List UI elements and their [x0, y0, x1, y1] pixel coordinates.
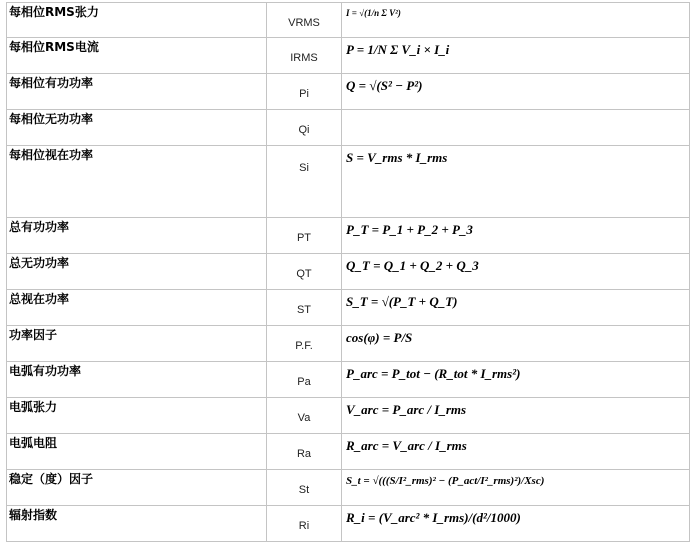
row-formula-cell	[342, 362, 690, 398]
table-row	[7, 290, 690, 326]
row-formula-cell	[342, 434, 690, 470]
row-formula-cell	[342, 218, 690, 254]
row-formula-cell	[342, 3, 690, 38]
table-row	[7, 110, 690, 146]
row-formula-cell	[342, 74, 690, 110]
quantity-formula: R_i = (V_arc² * I_rms)/(d²/1000)	[346, 510, 521, 525]
quantity-name: 总有功功率	[9, 220, 70, 234]
quantity-name: 每相位RMS张力	[9, 5, 99, 19]
quantity-symbol: Va	[297, 412, 311, 424]
row-symbol-cell	[267, 254, 342, 290]
quantity-name: 电弧张力	[9, 400, 58, 414]
row-name-cell	[7, 254, 267, 290]
quantity-formula: P_T = P_1 + P_2 + P_3	[346, 222, 473, 237]
quantity-formula: P_arc = P_tot − (R_tot * I_rms²)	[346, 366, 521, 381]
quantity-formula: cos(φ) = P/S	[346, 330, 413, 345]
row-name-cell	[7, 326, 267, 362]
row-symbol-cell	[267, 470, 342, 506]
row-name-cell	[7, 362, 267, 398]
quantity-name: 电弧有功功率	[9, 364, 82, 378]
quantity-formula: I = √(1/n Σ V²)	[346, 8, 401, 18]
row-formula-cell	[342, 146, 690, 218]
row-formula-cell	[342, 398, 690, 434]
quantity-symbol: PT	[296, 232, 312, 244]
row-symbol-cell	[267, 362, 342, 398]
quantity-formula: S = V_rms * I_rms	[346, 150, 448, 165]
row-symbol-cell	[267, 290, 342, 326]
quantity-symbol: ST	[296, 304, 312, 316]
quantity-symbol: VRMS	[288, 16, 320, 29]
quantity-name: 每相位视在功率	[9, 148, 94, 162]
row-formula-cell	[342, 38, 690, 74]
quantity-symbol: Si	[299, 162, 309, 174]
table-row	[7, 326, 690, 362]
quantity-formula: S_t = √(((S/I²_rms)² − (P_act/I²_rms)²)/Xsc)	[346, 475, 545, 487]
quantity-name: 电弧电阻	[9, 436, 58, 450]
table-row	[7, 362, 690, 398]
table-row	[7, 74, 690, 110]
row-symbol-cell	[267, 38, 342, 74]
table-row	[7, 146, 690, 218]
quantity-name: 稳定（度）因子	[9, 472, 94, 486]
quantity-name: 总无功功率	[9, 256, 70, 270]
quantity-formula: P = 1/N Σ V_i × I_i	[346, 42, 450, 57]
quantity-symbol: QT	[296, 268, 312, 280]
quantity-formula	[342, 110, 689, 114]
row-formula-cell	[342, 110, 690, 146]
row-name-cell	[7, 3, 267, 38]
row-name-cell	[7, 74, 267, 110]
row-name-cell	[7, 506, 267, 542]
quantity-name: 每相位无功功率	[9, 112, 94, 126]
row-name-cell	[7, 146, 267, 218]
table-row	[7, 434, 690, 470]
quantity-symbol: St	[298, 484, 310, 496]
row-name-cell	[7, 110, 267, 146]
row-symbol-cell	[267, 398, 342, 434]
formula-table	[6, 2, 690, 542]
row-symbol-cell	[267, 506, 342, 542]
quantity-symbol: Pi	[299, 88, 309, 100]
row-symbol-cell	[267, 110, 342, 146]
row-name-cell	[7, 434, 267, 470]
row-name-cell	[7, 38, 267, 74]
quantity-name: 每相位有功功率	[9, 76, 94, 90]
table-row	[7, 38, 690, 74]
quantity-symbol: Qi	[298, 124, 310, 136]
quantity-formula: Q_T = Q_1 + Q_2 + Q_3	[346, 258, 479, 273]
row-symbol-cell	[267, 218, 342, 254]
quantity-symbol: Ri	[298, 520, 310, 532]
row-symbol-cell	[267, 74, 342, 110]
table-row	[7, 506, 690, 542]
quantity-name: 每相位RMS电流	[9, 40, 99, 54]
row-symbol-cell	[267, 326, 342, 362]
quantity-formula: S_T = √(P_T + Q_T)	[346, 294, 458, 309]
quantity-symbol: Pa	[297, 376, 311, 388]
quantity-formula: V_arc = P_arc / I_rms	[346, 402, 467, 417]
quantity-formula: R_arc = V_arc / I_rms	[346, 438, 467, 453]
quantity-symbol: IRMS	[290, 52, 318, 64]
table-row	[7, 254, 690, 290]
row-formula-cell	[342, 254, 690, 290]
row-formula-cell	[342, 470, 690, 506]
quantity-name: 功率因子	[9, 328, 58, 342]
quantity-name: 辐射指数	[9, 508, 58, 522]
row-name-cell	[7, 470, 267, 506]
row-name-cell	[7, 290, 267, 326]
quantity-formula: Q = √(S² − P²)	[346, 78, 423, 93]
quantity-name: 总视在功率	[9, 292, 70, 306]
row-formula-cell	[342, 326, 690, 362]
row-symbol-cell	[267, 434, 342, 470]
table-row	[7, 218, 690, 254]
table-row	[7, 398, 690, 434]
table-row	[7, 3, 690, 38]
row-formula-cell	[342, 506, 690, 542]
quantity-symbol: Ra	[296, 448, 312, 460]
quantity-symbol: P.F.	[295, 340, 313, 352]
row-formula-cell	[342, 290, 690, 326]
row-symbol-cell	[267, 146, 342, 218]
row-name-cell	[7, 398, 267, 434]
table-row	[7, 470, 690, 506]
row-name-cell	[7, 218, 267, 254]
row-symbol-cell	[267, 3, 342, 38]
